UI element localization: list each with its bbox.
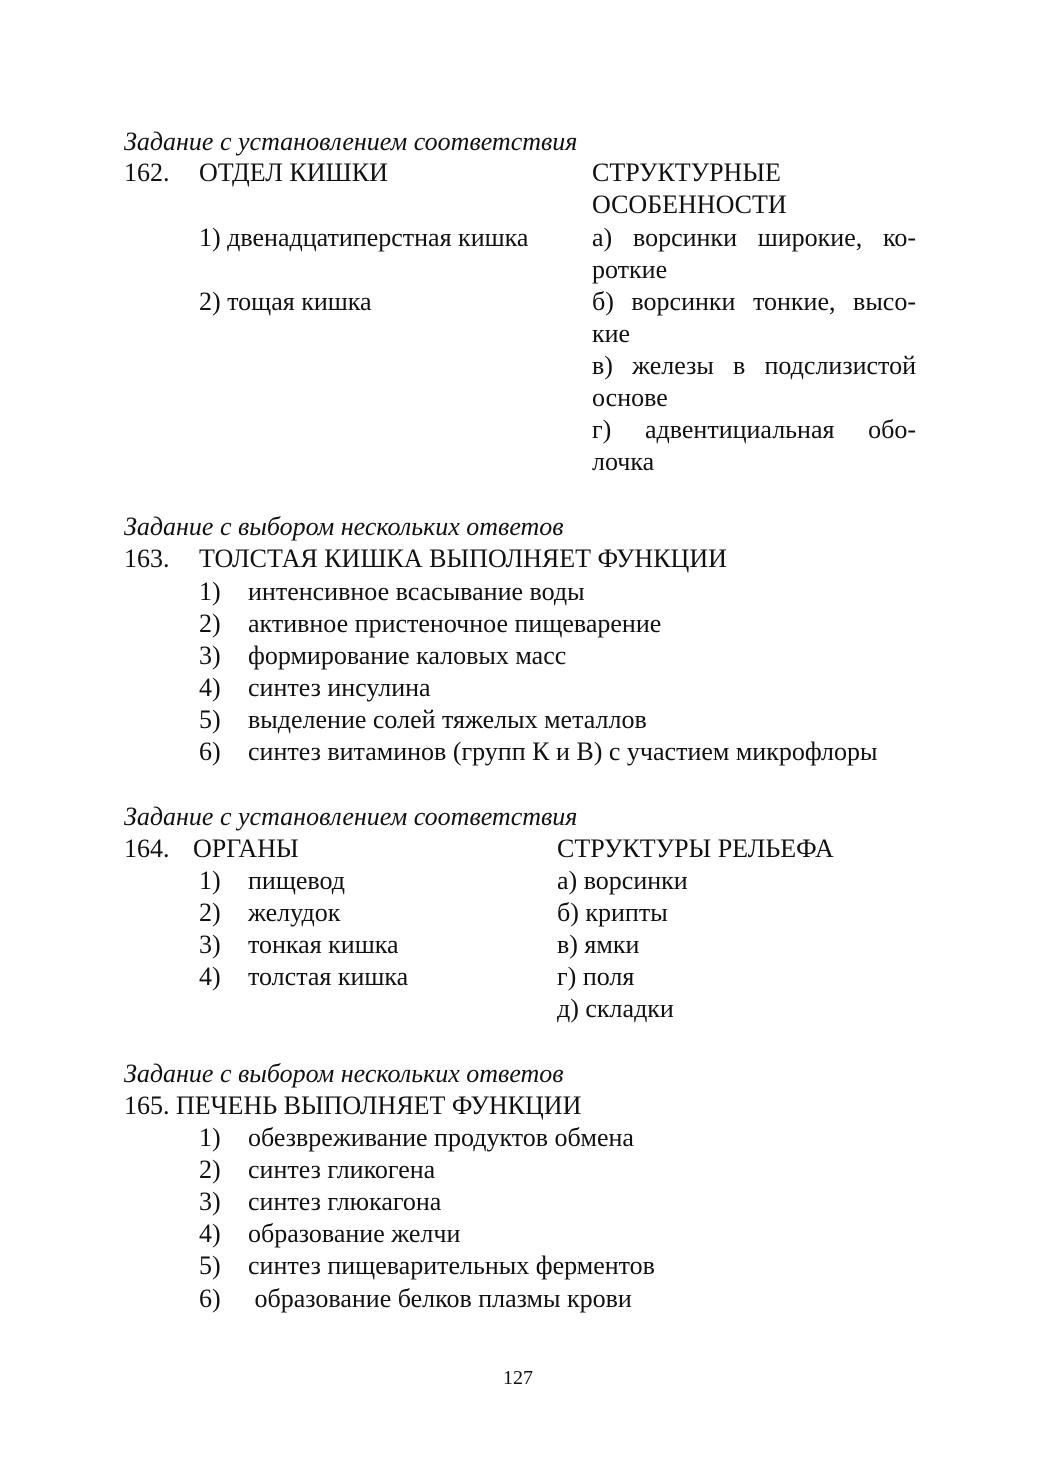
- q163-option-number: 6): [199, 737, 221, 766]
- q164-left-item: тонкая кишка: [248, 930, 399, 959]
- q165-option-number: 2): [199, 1155, 221, 1184]
- q162-right-item: б) ворсинки тонкие, высо-кие: [592, 287, 916, 348]
- q164-type: Задание с установлением соответствия: [124, 802, 578, 831]
- q165-option: синтез пищеварительных ферментов: [248, 1251, 655, 1280]
- q165-title: 165. ПЕЧЕНЬ ВЫПОЛНЯЕТ ФУНКЦИИ: [124, 1091, 582, 1120]
- q163-option: формирование каловых масс: [248, 641, 567, 670]
- q162-right-item: а) ворсинки широкие, ко-роткие: [592, 223, 916, 284]
- q165-option: образование желчи: [248, 1219, 461, 1248]
- q165-option-number: 1): [199, 1123, 221, 1152]
- page-number: 127: [503, 1367, 533, 1389]
- q164-right-item: д) складки: [557, 994, 674, 1023]
- q165-option: образование белков плазмы крови: [248, 1284, 632, 1313]
- q163-option-number: 2): [199, 609, 221, 638]
- q163-option: интенсивное всасывание воды: [248, 577, 585, 606]
- q165-option-number: 6): [199, 1284, 221, 1313]
- q163-title: ТОЛСТАЯ КИШКА ВЫПОЛНЯЕТ ФУНКЦИИ: [199, 544, 727, 573]
- q163-type: Задание с выбором нескольких ответов: [124, 512, 564, 541]
- q162-left-item: 1) двенадцатиперстная кишка: [199, 223, 529, 252]
- q163-option: синтез витаминов (групп К и В) с участием микрофлоры: [248, 737, 878, 766]
- q164-number: 164.: [124, 834, 170, 863]
- q165-option: синтез гликогена: [248, 1155, 436, 1184]
- q164-left-title: ОРГАНЫ: [193, 834, 299, 863]
- q165-option: обезвреживание продуктов обмена: [248, 1123, 634, 1152]
- q165-option: синтез глюкагона: [248, 1187, 442, 1216]
- q163-option: синтез инсулина: [248, 673, 431, 702]
- q163-option-number: 5): [199, 705, 221, 734]
- q162-left-item: 2) тощая кишка: [199, 287, 372, 316]
- q165-option-number: 3): [199, 1187, 221, 1216]
- q164-right-item: в) ямки: [557, 930, 640, 959]
- q165-option-number: 4): [199, 1219, 221, 1248]
- q164-right-item: б) крипты: [557, 898, 668, 927]
- q164-left-item: желудок: [248, 898, 341, 927]
- q162-right-title-2: ОСОБЕННОСТИ: [592, 190, 787, 219]
- q162-right-item: г) адвентициальная обо-лочка: [592, 415, 916, 476]
- q164-left-number: 1): [199, 866, 221, 895]
- q163-option: активное пристеночное пищеварение: [248, 609, 662, 638]
- q163-option-number: 3): [199, 641, 221, 670]
- q165-option-number: 5): [199, 1251, 221, 1280]
- q162-left-title: ОТДЕЛ КИШКИ: [199, 158, 388, 187]
- q164-left-number: 3): [199, 930, 221, 959]
- q164-right-item: г) поля: [557, 962, 635, 991]
- q164-left-number: 2): [199, 898, 221, 927]
- q164-left-number: 4): [199, 962, 221, 991]
- q162-right-title-1: СТРУКТУРНЫЕ: [592, 158, 781, 187]
- q164-left-item: пищевод: [248, 866, 345, 895]
- q162-right-item: в) железы в подслизистой основе: [592, 351, 916, 412]
- q165-type: Задание с выбором нескольких ответов: [124, 1059, 564, 1088]
- q162-type: Задание с установлением соответствия: [124, 127, 578, 156]
- q162-number: 162.: [124, 158, 170, 187]
- q163-option-number: 1): [199, 577, 221, 606]
- q163-option-number: 4): [199, 673, 221, 702]
- q164-right-item: а) ворсинки: [557, 866, 688, 895]
- q163-number: 163.: [124, 544, 170, 573]
- q164-left-item: толстая кишка: [248, 962, 409, 991]
- q164-right-title: СТРУКТУРЫ РЕЛЬЕФА: [557, 834, 834, 863]
- q163-option: выделение солей тяжелых металлов: [248, 705, 647, 734]
